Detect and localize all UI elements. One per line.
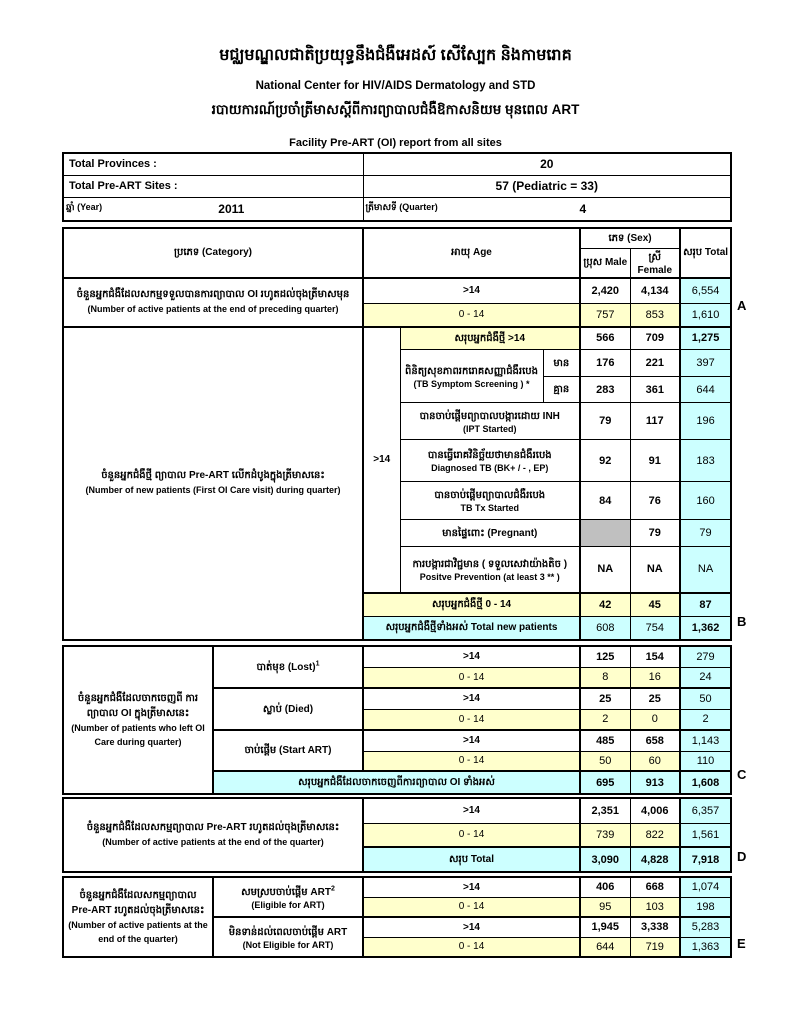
value-cell: 76 <box>630 482 680 520</box>
value-cell: 822 <box>630 823 680 847</box>
value-cell: 2 <box>680 709 731 730</box>
year-label: ឆ្នាំ (Year) <box>66 202 103 213</box>
value-cell: 6,554 <box>680 278 731 304</box>
value-cell: 2,420 <box>580 278 630 304</box>
value-cell: 853 <box>630 304 680 327</box>
sectionE-category-khmer2: Pre-ART រហូតដល់ចុងត្រីមាសនេះ <box>71 905 205 917</box>
value-cell: 117 <box>630 403 680 440</box>
marker-D: D <box>737 849 747 864</box>
report-title: Facility Pre-ART (OI) report from all sites <box>289 137 502 149</box>
marker-B: B <box>737 614 747 629</box>
eligible-art-label-english: (Eligible for ART) <box>251 899 325 910</box>
sectionE-table <box>62 876 732 958</box>
value-cell: 79 <box>680 520 731 547</box>
value-cell: 709 <box>630 327 680 350</box>
value-cell: 4,006 <box>630 798 680 823</box>
value-cell: 283 <box>580 377 630 403</box>
value-cell: 1,945 <box>580 917 630 937</box>
age-cell: 0 - 14 <box>363 709 580 730</box>
age-cell: >14 <box>363 917 580 937</box>
eligible-art-footnote: 2 <box>330 885 335 893</box>
value-cell: 695 <box>580 771 630 794</box>
value-cell: 0 <box>630 709 680 730</box>
value-cell: 754 <box>630 617 680 640</box>
col-header-age: អាយុ Age <box>363 228 580 278</box>
value-cell: 608 <box>580 617 630 640</box>
tb-screening-label <box>400 350 543 403</box>
value-cell: 566 <box>580 327 630 350</box>
value-cell: 91 <box>630 440 680 482</box>
value-cell: 42 <box>580 593 630 617</box>
col-header-male: ប្រុស Male <box>580 248 630 278</box>
sectionB-age-group: >14 <box>363 327 400 593</box>
age-cell: 0 - 14 <box>363 823 580 847</box>
subtitle-khmer: របាយការណ៍ប្រចាំត្រីមាសស្តីពីការព្យាបាលជំងឺឱកាសនិយម មុនពេល ART <box>211 102 580 117</box>
ipt-label-khmer: បានចាប់ផ្តើមព្យាបាលបង្ការដោយ INH <box>419 410 560 422</box>
died-label: ស្លាប់ (Died) <box>213 688 363 730</box>
provinces-value: 20 <box>363 153 731 175</box>
value-cell: NA <box>630 547 680 593</box>
year-value: 2011 <box>218 201 245 216</box>
age-cell: >14 <box>363 798 580 823</box>
value-cell: 125 <box>580 646 630 667</box>
eligible-art-label <box>213 877 363 917</box>
value-cell: 24 <box>680 667 731 688</box>
marker-A: A <box>737 298 747 313</box>
provinces-label: Total Provinces : <box>63 153 363 175</box>
summary-over14-label: សរុបអ្នកជំងឺថ្មី >14 <box>400 327 580 350</box>
value-cell: 3,338 <box>630 917 680 937</box>
total-new-patients-label: សរុបអ្នកជំងឺថ្មីទាំងអស់ Total new patients <box>363 617 580 640</box>
sectionB-category-english: (Number of new patients (First OI Care visit) during quarter) <box>85 484 341 495</box>
ipt-label <box>400 403 580 440</box>
tb-screening-yes-label: មាន <box>543 350 580 377</box>
value-cell: 8 <box>580 667 630 688</box>
value-cell: 719 <box>630 937 680 957</box>
col-header-total: សរុប Total <box>680 228 731 278</box>
sectionA-category-khmer: ចំនួនអ្នកជំងឺដែលសកម្មទទួលបានការព្យាបាល OI រហូតដល់ចុងត្រីមាសមុន <box>76 289 350 301</box>
value-cell: 739 <box>580 823 630 847</box>
sectionC-table <box>62 645 732 795</box>
not-eligible-art-label-english: (Not Eligible for ART) <box>242 939 334 950</box>
value-cell: 668 <box>630 877 680 897</box>
summary-under14-label: សរុបអ្នកជំងឺថ្មី 0 - 14 <box>363 593 580 617</box>
value-cell: 4,134 <box>630 278 680 304</box>
sites-label: Total Pre-ART Sites : <box>63 175 363 197</box>
col-header-female: ស្រី Female <box>630 248 680 278</box>
value-cell: 1,074 <box>680 877 731 897</box>
value-cell: 7,918 <box>680 847 731 872</box>
quarter-value: 4 <box>579 201 587 216</box>
value-cell: 644 <box>680 377 731 403</box>
value-cell: 87 <box>680 593 731 617</box>
age-cell: >14 <box>363 646 580 667</box>
value-cell: 1,561 <box>680 823 731 847</box>
value-cell: 25 <box>580 688 630 709</box>
age-cell: 0 - 14 <box>363 751 580 771</box>
diagnosed-tb-label <box>400 440 580 482</box>
value-cell: 1,610 <box>680 304 731 327</box>
lost-label-text: បាត់មុខ (Lost) <box>256 661 316 673</box>
positive-prevention-label <box>400 547 580 593</box>
value-cell: 757 <box>580 304 630 327</box>
tb-tx-label <box>400 482 580 520</box>
value-cell: 183 <box>680 440 731 482</box>
value-cell: 6,357 <box>680 798 731 823</box>
age-cell: 0 - 14 <box>363 937 580 957</box>
value-cell: 4,828 <box>630 847 680 872</box>
sectionE-category-khmer1: ចំនួនអ្នកជំងឺដែលសកម្មព្យាបាល <box>79 889 197 901</box>
value-cell: NA <box>580 547 630 593</box>
diagnosed-tb-label-english: Diagnosed TB (BK+ / - , EP) <box>431 463 549 473</box>
pregnant-label: មានផ្ទៃពោះ (Pregnant) <box>400 520 580 547</box>
value-cell: 50 <box>680 688 731 709</box>
value-cell: 221 <box>630 350 680 377</box>
tb-tx-label-khmer: បានចាប់ផ្តើមព្យាបាលជំងឺរបេង <box>434 490 546 501</box>
col-header-sex: ភេទ (Sex) <box>580 228 680 248</box>
value-cell: 196 <box>680 403 731 440</box>
sectionD-total-label: សរុប Total <box>363 847 580 872</box>
value-cell: 361 <box>630 377 680 403</box>
value-cell: 1,143 <box>680 730 731 751</box>
value-cell: 658 <box>630 730 680 751</box>
marker-E: E <box>737 936 746 951</box>
value-cell: 103 <box>630 897 680 917</box>
eligible-art-label-khmer: សមស្របចាប់ផ្តើម ART$^2$ <box>241 885 335 898</box>
sites-value: 57 (Pediatric = 33) <box>363 175 731 197</box>
title-khmer: មជ្ឈមណ្ឌលជាតិប្រយុទ្ធនឹងជំងឺអេដស៍ សើស្បែក និងកាមរោគ <box>219 47 572 64</box>
start-art-label: ចាប់ផ្តើម (Start ART) <box>213 730 363 771</box>
year-cell <box>63 197 363 221</box>
age-cell: >14 <box>363 877 580 897</box>
blocked-cell <box>580 520 630 547</box>
diagnosed-tb-label-khmer: បានធ្វើរោគវិនិច្ឆ័យថាមានជំងឺរបេង <box>427 450 552 461</box>
value-cell: 2,351 <box>580 798 630 823</box>
info-table <box>62 152 732 222</box>
sectionB-category-khmer: ចំនួនអ្នកជំងឺថ្មី ព្យាបាល Pre-ART លើកដំបូងក្នុងត្រីមាសនេះ <box>101 470 325 482</box>
value-cell: 1,608 <box>680 771 731 794</box>
value-cell: 485 <box>580 730 630 751</box>
sectionD-table <box>62 797 732 873</box>
value-cell: 84 <box>580 482 630 520</box>
quarter-cell <box>363 197 731 221</box>
value-cell: 2 <box>580 709 630 730</box>
sectionB-category <box>63 327 363 640</box>
value-cell: 95 <box>580 897 630 917</box>
value-cell: 644 <box>580 937 630 957</box>
sectionC-category <box>63 646 213 794</box>
age-cell: 0 - 14 <box>363 897 580 917</box>
value-cell: 79 <box>580 403 630 440</box>
value-cell: 1,362 <box>680 617 731 640</box>
value-cell: 79 <box>630 520 680 547</box>
title-english: National Center for HIV/AIDS Dermatology and STD <box>255 80 536 92</box>
value-cell: 913 <box>630 771 680 794</box>
document-header <box>0 44 791 149</box>
value-cell: 110 <box>680 751 731 771</box>
tb-screening-label-english: (TB Symptom Screening ) * <box>413 378 530 389</box>
value-cell: 154 <box>630 646 680 667</box>
age-cell: 0 - 14 <box>363 667 580 688</box>
tb-screening-no-label: គ្មាន <box>543 377 580 403</box>
value-cell: 1,363 <box>680 937 731 957</box>
sectionD-category-english: (Number of active patients at the end of the quarter) <box>102 836 324 847</box>
sectionD-category-khmer: ចំនួនអ្នកជំងឺដែលសកម្មព្យាបាល Pre-ART រហូតដល់ចុងត្រីមាសនេះ <box>86 822 340 834</box>
value-cell: 406 <box>580 877 630 897</box>
tb-screening-label-khmer: ពិនិត្យសុខភាពរករោគសញ្ញាជំងឺរបេង <box>405 365 538 377</box>
sectionE-category <box>63 877 213 957</box>
value-cell: 3,090 <box>580 847 630 872</box>
lost-footnote: 1 <box>315 660 320 668</box>
sectionC-category-khmer: ចំនួនអ្នកជំងឺដែលចាកចេញពី ការព្យាបាល OI ក្នុងត្រីមាសនេះ <box>77 692 199 720</box>
value-cell: 50 <box>580 751 630 771</box>
col-header-category: ប្រភេទ (Category) <box>63 228 363 278</box>
age-cell: 0 - 14 <box>363 304 580 327</box>
value-cell: 5,283 <box>680 917 731 937</box>
value-cell: 176 <box>580 350 630 377</box>
sectionA-category <box>63 278 363 327</box>
value-cell: 1,275 <box>680 327 731 350</box>
sectionA-category-english: (Number of active patients at the end of preceding quarter) <box>87 303 339 314</box>
lost-label <box>213 646 363 688</box>
marker-C: C <box>737 767 747 782</box>
age-cell: >14 <box>363 688 580 709</box>
positive-prevention-label-english: Positve Prevention (at least 3 ** ) <box>419 571 560 582</box>
ipt-label-english: (IPT Started) <box>463 423 517 434</box>
value-cell: 45 <box>630 593 680 617</box>
tb-tx-label-english: TB Tx Started <box>460 503 520 513</box>
value-cell: 198 <box>680 897 731 917</box>
sectionC-category-english: (Number of patients who left OI Care during quarter) <box>71 722 205 747</box>
value-cell: 279 <box>680 646 731 667</box>
positive-prevention-label-khmer: ការបង្ការជាវិជ្ជមាន ( ទទួលសេវាយ៉ាងតិច ) <box>412 558 568 570</box>
value-cell: 397 <box>680 350 731 377</box>
main-table <box>62 227 732 641</box>
not-eligible-art-label <box>213 917 363 957</box>
value-cell: NA <box>680 547 731 593</box>
not-eligible-art-label-khmer: មិនទាន់ដល់ពេលចាប់ផ្តើម ART <box>228 926 348 938</box>
value-cell: 160 <box>680 482 731 520</box>
value-cell: 92 <box>580 440 630 482</box>
value-cell: 16 <box>630 667 680 688</box>
sectionC-total-label: សរុបអ្នកជំងឺដែលចាកចេញពីការព្យាបាល OI ទាំងអស់ <box>213 771 580 794</box>
age-cell: >14 <box>363 730 580 751</box>
sectionE-category-english: (Number of active patients at the end of the quarter) <box>68 919 208 944</box>
age-cell: >14 <box>363 278 580 304</box>
sectionD-category <box>63 798 363 872</box>
value-cell: 60 <box>630 751 680 771</box>
value-cell: 25 <box>630 688 680 709</box>
quarter-label: ត្រីមាសទី (Quarter) <box>365 202 438 213</box>
